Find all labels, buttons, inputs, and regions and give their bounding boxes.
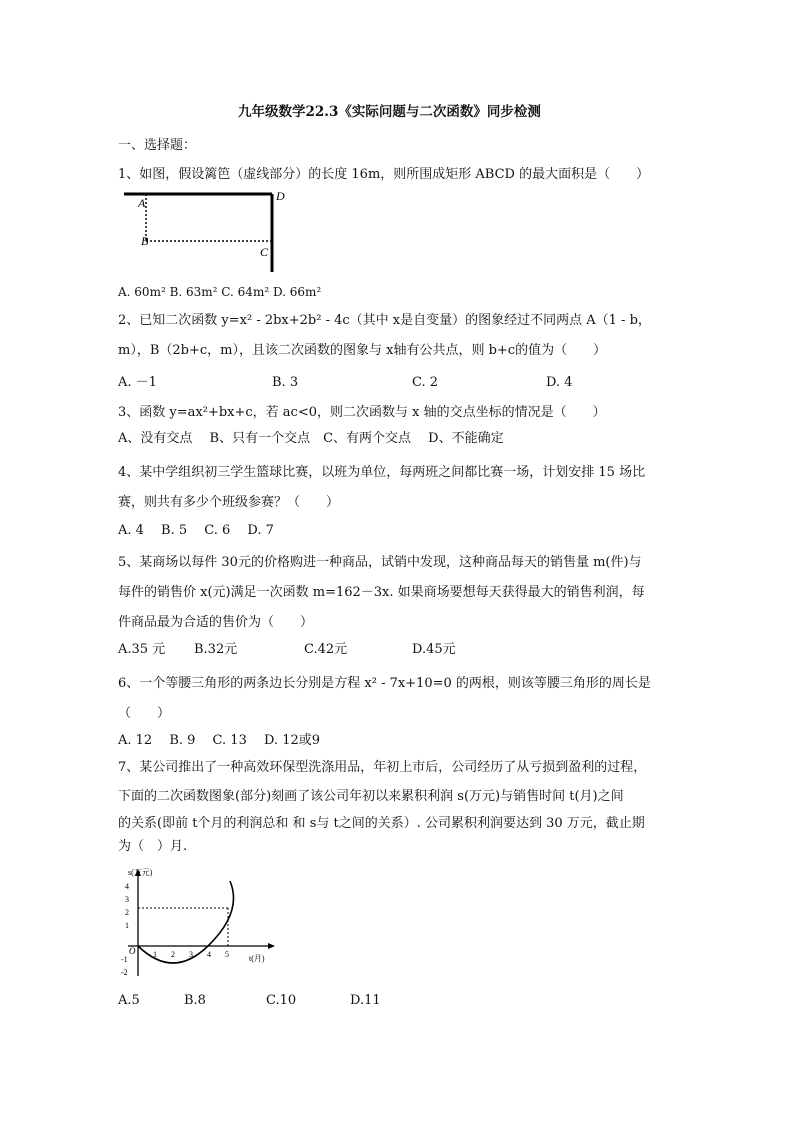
y-tick-1: 1 xyxy=(125,921,129,930)
profit-graph xyxy=(114,866,294,988)
question-7-option-b: B.8 xyxy=(184,993,206,1008)
x-tick-3: 3 xyxy=(189,950,193,959)
x-tick-2: 2 xyxy=(171,950,175,959)
question-3-options: A、没有交点 B、只有一个交点 C、有两个交点 D、不能确定 xyxy=(118,431,504,446)
question-5-option-d: D.45元 xyxy=(412,642,456,657)
x-tick-5: 5 xyxy=(225,950,229,959)
x-axis-label: t(月) xyxy=(249,954,265,963)
y-tick-minus-1: -1 xyxy=(121,955,128,964)
label-d: D xyxy=(276,189,285,203)
y-tick-2: 2 xyxy=(125,908,129,917)
question-5-line-1: 5、某商场以每件 30元的价格购进一种商品，试销中发现，这种商品每天的销售量 m(件)与 xyxy=(118,555,642,570)
question-5-option-c: C.42元 xyxy=(304,642,348,657)
y-tick-4: 4 xyxy=(125,882,129,891)
origin-label: O xyxy=(129,946,136,956)
question-4-options: A. 4 B. 5 C. 6 D. 7 xyxy=(118,523,274,538)
rectangle-figure xyxy=(116,186,296,278)
question-7-option-d: D.11 xyxy=(350,993,381,1008)
question-2-line-1: 2、已知二次函数 y=x² - 2bx+2b² - 4c（其中 x是自变量）的图象经过不同两点 A（1 - b， xyxy=(118,313,651,328)
y-tick-minus-2: -2 xyxy=(121,968,128,977)
question-7-line-4: 为（ ）月. xyxy=(118,839,188,854)
question-6-line-1: 6、一个等腰三角形的两条边长分别是方程 x² - 7x+10=0 的两根，则该等腰三角形的周长是 xyxy=(118,676,651,691)
worksheet-title: 九年级数学22.3《实际问题与二次函数》同步检测 xyxy=(238,104,541,120)
question-1-options: A. 60m² B. 63m² C. 64m² D. 66m² xyxy=(118,285,322,299)
question-4-line-2: 赛，则共有多少个班级参赛？（ ） xyxy=(118,495,340,510)
question-7-option-a: A.5 xyxy=(118,993,140,1008)
label-c: C xyxy=(260,245,269,259)
section-heading: 一、选择题： xyxy=(118,138,197,153)
question-5-option-a: A.35 元 xyxy=(118,642,166,657)
question-2-option-c: C. 2 xyxy=(412,375,439,390)
question-7-option-c: C.10 xyxy=(266,993,297,1008)
question-5-line-2: 每件的销售价 x(元)满足一次函数 m=162－3x. 如果商场要想每天获得最大的销售利润，每 xyxy=(118,585,645,600)
question-1-text: 1、如图，假设篱笆（虚线部分）的长度 16m，则所围成矩形 ABCD 的最大面积是（ ） xyxy=(118,167,650,182)
y-axis-label: s(万元) xyxy=(128,868,153,877)
question-5-option-b: B.32元 xyxy=(194,642,238,657)
x-axis-arrow xyxy=(268,943,275,949)
question-7-line-1: 7、某公司推出了一种高效环保型洗涤用品，年初上市后，公司经历了从亏损到盈利的过程， xyxy=(118,760,647,775)
question-2-option-b: B. 3 xyxy=(272,375,299,390)
question-2-option-d: D. 4 xyxy=(546,375,573,390)
question-7-line-3: 的关系(即前 t个月的利润总和 和 s与 t之间的关系）. 公司累积利润要达到 30 万元，截止期 xyxy=(118,816,645,831)
question-5-line-3: 件商品最为合适的售价为（ ） xyxy=(118,615,314,630)
question-6-line-2: （ ） xyxy=(118,706,171,721)
question-2-option-a: A. －1 xyxy=(118,375,157,390)
question-6-options: A. 12 B. 9 C. 13 D. 12或9 xyxy=(118,733,321,748)
question-2-line-2: m），B（2b+c，m），且该二次函数的图象与 x轴有公共点，则 b+c的值为（ ） xyxy=(118,343,607,358)
question-4-line-1: 4、某中学组织初三学生篮球比赛，以班为单位，每两班之间都比赛一场，计划安排 15 场比 xyxy=(118,465,646,480)
question-7-line-2: 下面的二次函数图象(部分)刻画了该公司年初以来累积利润 s(万元)与销售时间 t(月)之间 xyxy=(118,789,624,804)
question-3-text: 3、函数 y=ax²+bx+c，若 ac<0，则二次函数与 x 轴的交点坐标的情况是（ ） xyxy=(118,405,606,420)
x-tick-4: 4 xyxy=(207,950,211,959)
x-tick-1: 1 xyxy=(153,950,157,959)
label-a: A xyxy=(138,196,146,210)
label-b: B xyxy=(141,234,149,248)
y-tick-3: 3 xyxy=(125,895,129,904)
